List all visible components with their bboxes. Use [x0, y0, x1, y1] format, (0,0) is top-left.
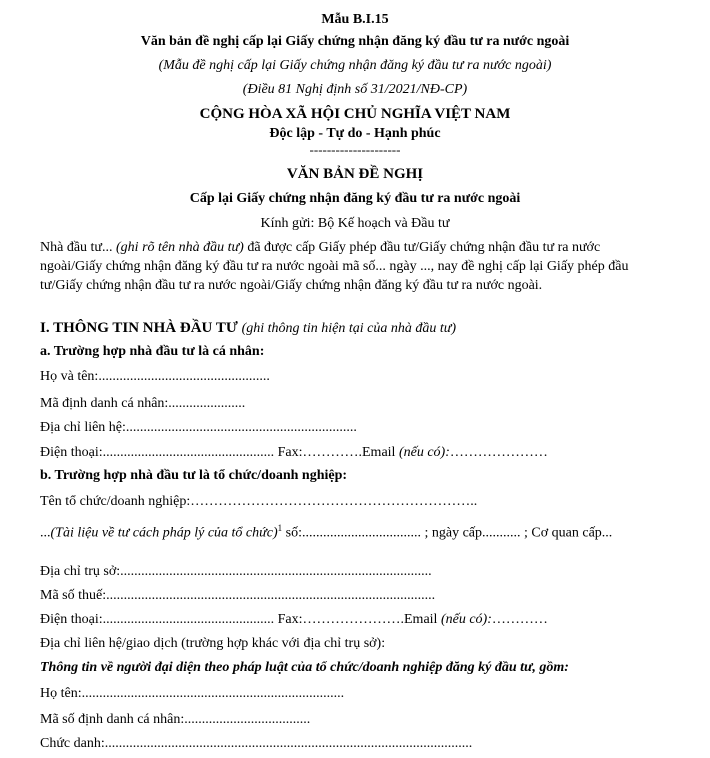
representative-id-field: Mã số định danh cá nhân:.................................... [40, 712, 311, 727]
intro-paragraph [40, 238, 630, 295]
individual-phone-fax-field: Điện thoại:................................................. Fax:………… [40, 445, 359, 460]
organization-phone-fax-field: Điện thoại:................................................. Fax:…………………. [40, 612, 404, 627]
intro-lead: Nhà đầu tư... [40, 240, 117, 255]
section-1-heading-note: (ghi thông tin hiện tại của nhà đầu tư) [241, 321, 457, 336]
form-title: Văn bản đề nghị cấp lại Giấy chứng nhận đăng ký đầu tư ra nước ngoài [140, 34, 570, 49]
individual-address-field: Địa chỉ liên hệ:.................................................................. [40, 420, 357, 435]
representative-position-field: Chức danh:......................................................................................................... [40, 736, 473, 751]
document-subject: Cấp lại Giấy chứng nhận đăng ký đầu tư ra nước ngoài [189, 191, 521, 206]
organization-head-office-field: Địa chỉ trụ sở:......................................................................................... [40, 564, 432, 579]
motto-separator: --------------------- [309, 142, 401, 157]
organization-contact-address-field: Địa chỉ liên hệ/giao dịch (trường hợp khác với địa chỉ trụ sở): [40, 636, 386, 651]
form-code: Mẫu B.I.15 [321, 12, 389, 27]
organization-email-field: ………… [491, 612, 548, 627]
document-title: VĂN BẢN ĐỀ NGHỊ [286, 166, 424, 182]
organization-heading: b. Trường hợp nhà đầu tư là tổ chức/doanh nghiệp: [40, 468, 348, 483]
national-motto: Độc lập - Tự do - Hạnh phúc [269, 126, 441, 141]
organization-contact-line: Điện thoại:................................................. Fax:………………….Email (nếu có):………… [40, 612, 548, 627]
section-1-heading: I. THÔNG TIN NHÀ ĐẦU TƯ (ghi thông tin hiện tại của nhà đầu tư) [40, 320, 457, 336]
representative-full-name-field: Họ tên:........................................................................... [40, 686, 345, 701]
individual-heading: a. Trường hợp nhà đầu tư là cá nhân: [40, 344, 265, 359]
individual-contact-line: Điện thoại:................................................. Fax:………….Email (nếu có):………………… [40, 445, 548, 460]
organization-legal-doc-field: ...(Tài liệu về tư cách pháp lý của tổ chức)$^1$ số:.................................. ; ngày cấp........... ; Cơ quan cấp... [40, 523, 613, 541]
representative-heading: Thông tin về người đại diện theo pháp luật của tổ chức/doanh nghiệp đăng ký đầu tư, gồm: [40, 660, 569, 675]
legal-basis: (Điều 81 Nghị định số 31/2021/NĐ-CP) [242, 82, 468, 97]
footnote-mark: 1 [277, 523, 283, 533]
organization-tax-code-field: Mã số thuế:.............................................................................................. [40, 588, 436, 603]
intro-note: (ghi rõ tên nhà đầu tư) [116, 240, 244, 255]
individual-email-field: ………………… [449, 445, 548, 460]
form-subtitle: (Mẫu đề nghị cấp lại Giấy chứng nhận đăng ký đầu tư ra nước ngoài) [158, 58, 552, 73]
individual-full-name-field: Họ và tên:................................................. [40, 369, 270, 384]
organization-name-field: Tên tổ chức/doanh nghiệp:…………………………………………………….. [40, 494, 478, 509]
individual-id-field: Mã định danh cá nhân:...................... [40, 396, 246, 411]
country-name: CỘNG HÒA XÃ HỘI CHỦ NGHĨA VIỆT NAM [199, 106, 511, 122]
recipient-line: Kính gửi: Bộ Kế hoạch và Đầu tư [260, 216, 450, 231]
intro-rest: đã được cấp Giấy phép đầu tư/Giấy chứng nhận đầu tư ra nước ngoài/Giấy chứng nhận đăng ký đầu tư ra nước ngoài mã số... ngày ..., nay đề nghị cấp lại Giấy phép đầu tư/Giấy chứng nhận đầu tư ra nước ngoài/Giấy chứng nhận đăng ký đầu tư ra nước ngoài. [40, 240, 629, 293]
